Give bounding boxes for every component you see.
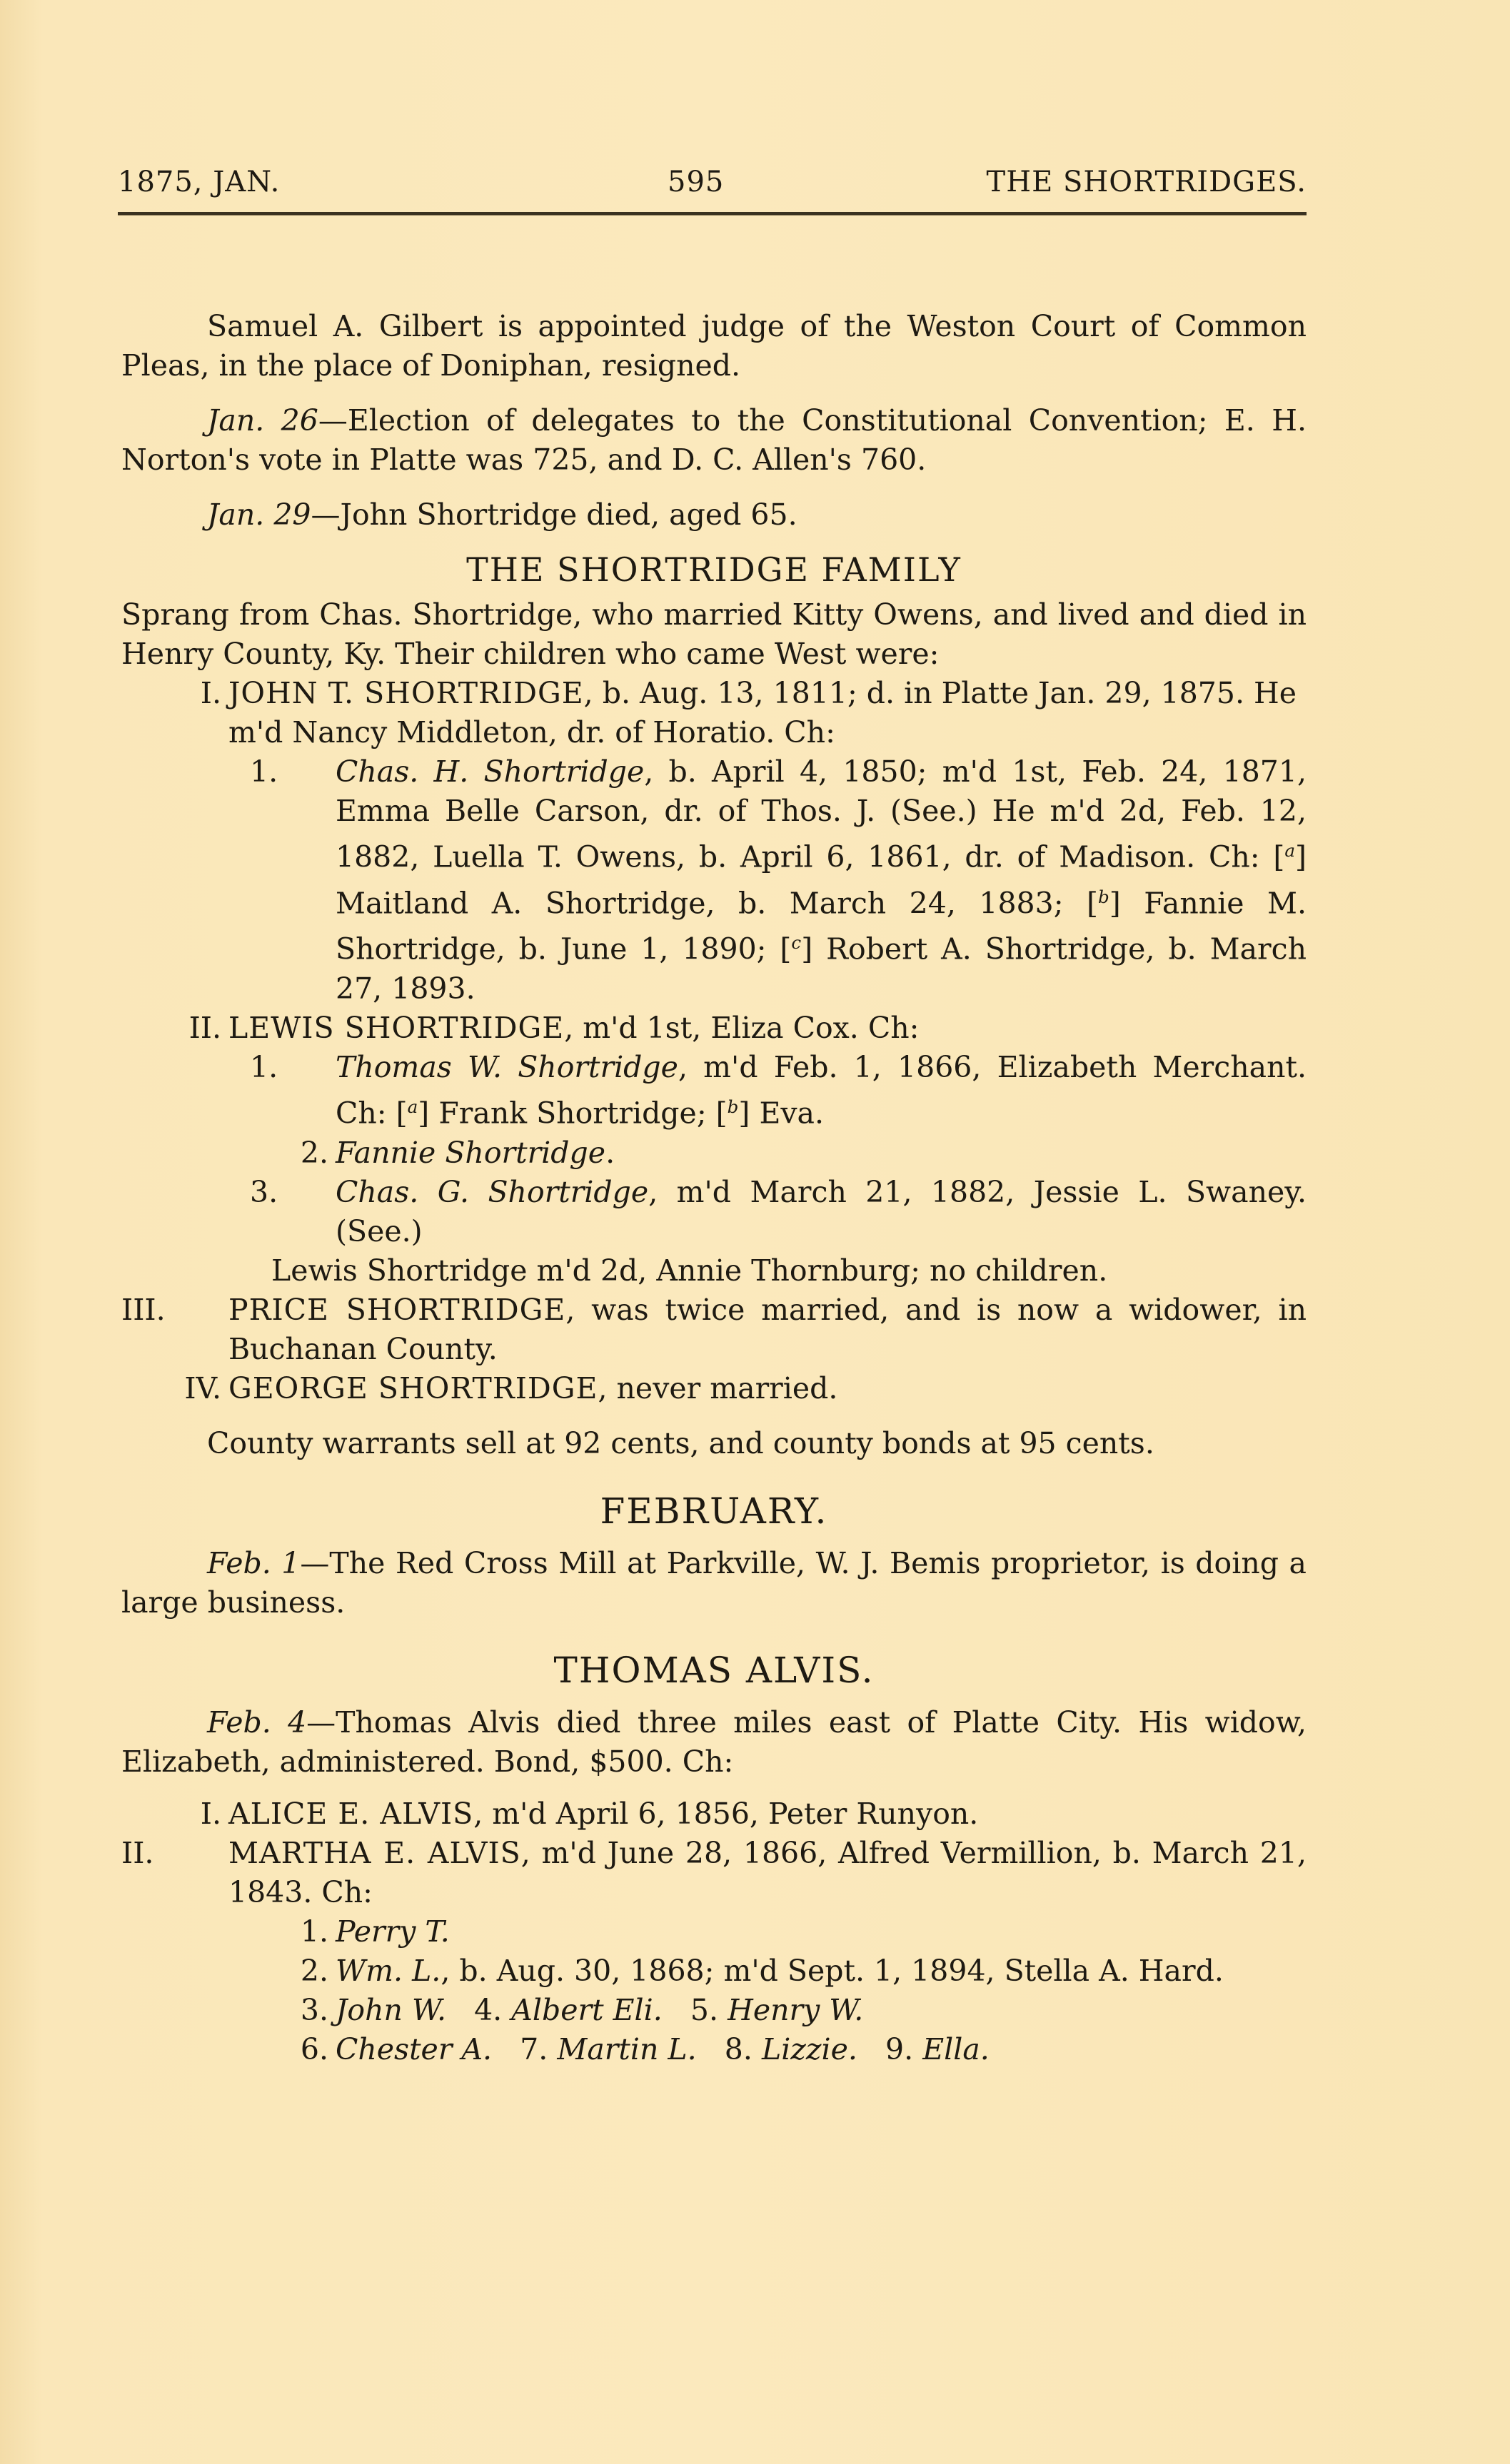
- heading-february: FEBRUARY.: [600, 1490, 828, 1532]
- grandchild-num: 3.: [250, 1174, 278, 1209]
- alvis-grandchildren-row-2: [121, 2030, 1307, 2069]
- grandchild-entry-thomas-w: [121, 1048, 1307, 1133]
- footnote-b: b: [727, 1096, 739, 1117]
- alvis-grandchildren-row-1: [121, 1991, 1307, 2030]
- family-entry-john: [121, 674, 1307, 752]
- grandchild-num: 4.: [474, 1992, 503, 2027]
- entry-name: PRICE SHORTRIDGE: [228, 1292, 566, 1327]
- family-entry-lewis: [121, 1009, 1307, 1048]
- date-jan-26: Jan. 26: [207, 403, 318, 438]
- paragraph-jan-26: [121, 401, 1307, 480]
- paragraph-feb-4: [121, 1703, 1307, 1782]
- entry-name: MARTHA E. ALVIS: [228, 1835, 521, 1870]
- entry-name: ALICE E. ALVIS: [228, 1796, 474, 1831]
- grandchild-text: ] Frank Shortridge; [: [418, 1096, 728, 1131]
- alvis-entry-alice: [121, 1794, 1307, 1834]
- footnote-a: a: [407, 1096, 418, 1117]
- alvis-entry-martha: [121, 1834, 1307, 1912]
- heading-thomas-alvis: THOMAS ALVIS.: [553, 1649, 875, 1691]
- entry-text: , never married.: [598, 1370, 838, 1405]
- grandchild-entry-chas-h: [121, 752, 1307, 1009]
- entry-text: , was twice married, and is now a widower, in Buchanan County.: [228, 1292, 1307, 1366]
- grandchild-name: Thomas W. Shortridge: [336, 1049, 678, 1084]
- grandchild-name: Fannie Shortridge: [336, 1135, 606, 1170]
- grandchild-num: 1.: [250, 754, 278, 789]
- entry-numeral: II.: [121, 1835, 154, 1870]
- grandchild-num: 7.: [520, 2031, 548, 2066]
- family-entry-price: [121, 1291, 1307, 1369]
- grandchild-text: ] Maitland A. Shortridge, b. March 24, 1883; [: [336, 839, 1307, 921]
- jan-29-text: —John Shortridge died, aged 65.: [311, 498, 797, 532]
- page-body: [121, 307, 1307, 2069]
- grandchild-num: 5.: [690, 1992, 719, 2027]
- grandchild-text: , b. Aug. 30, 1868; m'd Sept. 1, 1894, Stella A. Hard.: [441, 1953, 1224, 1988]
- entry-name: LEWIS SHORTRIDGE: [228, 1010, 565, 1045]
- entry-name: GEORGE SHORTRIDGE: [228, 1370, 598, 1405]
- grandchild-name: Lizzie.: [761, 2031, 857, 2066]
- grandchild-num: 1.: [250, 1049, 278, 1084]
- grandchild-entry-fannie: [121, 1133, 1307, 1173]
- paragraph-gilbert: Samuel A. Gilbert is appointed judge of the Weston Court of Common Pleas, in the place of Doniphan, resigned.: [121, 309, 1307, 383]
- grandchild-name: Chas. G. Shortridge: [336, 1174, 649, 1209]
- grandchild-name: Chester A.: [336, 2031, 493, 2066]
- grandchild-num: 1.: [300, 1914, 328, 1949]
- paragraph-county-warrants: County warrants sell at 92 cents, and county bonds at 95 cents.: [207, 1425, 1154, 1460]
- date-feb-4: Feb. 4: [207, 1705, 307, 1740]
- alvis-grandchild-wm: [121, 1951, 1307, 1991]
- jan-26-text: —Election of delegates to the Constitutional Convention; E. H. Norton's vote in Platte was 725, and D. C. Allen's 760.: [121, 403, 1307, 477]
- date-jan-29: Jan. 29: [207, 498, 311, 532]
- grandchild-name: Martin L.: [557, 2031, 697, 2066]
- date-feb-1: Feb. 1: [207, 1545, 301, 1580]
- grandchild-num: 3.: [300, 1992, 328, 2027]
- grandchild-num: 6.: [300, 2031, 328, 2066]
- entry-text: , m'd April 6, 1856, Peter Runyon.: [473, 1796, 979, 1831]
- entry-numeral: I.: [200, 676, 221, 710]
- running-head-date: 1875, JAN.: [118, 166, 281, 198]
- grandchild-num: 8.: [724, 2031, 753, 2066]
- grandchild-text: .: [605, 1135, 615, 1170]
- entry-numeral: IV.: [184, 1370, 221, 1405]
- entry-text: , m'd June 28, 1866, Alfred Vermillion, b. March 21, 1843. Ch:: [228, 1835, 1307, 1909]
- running-head: [118, 166, 1307, 201]
- paragraph-jan-29: [121, 495, 1307, 535]
- paragraph-feb-1: [121, 1544, 1307, 1622]
- grandchild-name: Wm. L.: [336, 1953, 441, 1988]
- lewis-second-marriage-note: Lewis Shortridge m'd 2d, Annie Thornburg; no children.: [271, 1253, 1108, 1288]
- family-entry-george: [121, 1369, 1307, 1408]
- entry-numeral: I.: [200, 1796, 221, 1831]
- grandchild-name: Chas. H. Shortridge: [336, 754, 645, 789]
- grandchild-text: , m'd March 21, 1882, Jessie L. Swaney. (See.): [336, 1174, 1307, 1248]
- grandchild-text: ] Eva.: [738, 1096, 825, 1131]
- feb-4-text: —Thomas Alvis died three miles east of Platte City. His widow, Elizabeth, administered. Bond, $500. Ch:: [121, 1705, 1307, 1779]
- grandchild-name: Henry W.: [728, 1992, 864, 2027]
- grandchild-text: , b. April 4, 1850; m'd 1st, Feb. 24, 1871, Emma Belle Carson, dr. of Thos. J. (See.) He m'd 2d, Feb. 12, 1882, Luella T. Owens, b. April 6, 1861, dr. of Madison. Ch: [: [336, 754, 1307, 874]
- entry-numeral: II.: [188, 1010, 221, 1045]
- entry-name: JOHN T. SHORTRIDGE: [228, 676, 584, 710]
- grandchild-text: , m'd Feb. 1, 1866, Elizabeth Merchant. Ch: [: [336, 1049, 1307, 1131]
- footnote-b: b: [1097, 886, 1109, 907]
- grandchild-name: Albert Eli.: [511, 1992, 663, 2027]
- grandchild-name: Perry T.: [336, 1914, 450, 1949]
- entry-numeral: III.: [121, 1292, 166, 1327]
- grandchild-num: 2.: [300, 1953, 328, 1988]
- footnote-a: a: [1284, 840, 1295, 861]
- entry-text: , b. Aug. 13, 1811; d. in Platte Jan. 29, 1875. He m'd Nancy Middleton, dr. of Horatio. Ch:: [228, 676, 1297, 749]
- running-head-title: THE SHORTRIDGES.: [986, 166, 1307, 198]
- grandchild-num: 2.: [300, 1135, 328, 1170]
- grandchild-entry-chas-g: [121, 1173, 1307, 1251]
- entry-text: , m'd 1st, Eliza Cox. Ch:: [564, 1010, 920, 1045]
- footnote-c: c: [791, 932, 802, 954]
- grandchild-name: John W.: [336, 1992, 446, 2027]
- grandchild-text: ] Robert A. Shortridge, b. March 27, 1893.: [336, 931, 1307, 1006]
- grandchild-text: ] Fannie M. Shortridge, b. June 1, 1890; [: [336, 886, 1307, 966]
- grandchild-name: Ella.: [922, 2031, 990, 2066]
- shortridge-intro: Sprang from Chas. Shortridge, who married Kitty Owens, and lived and died in Henry County, Ky. Their children who came West were:: [121, 597, 1307, 671]
- feb-1-text: —The Red Cross Mill at Parkville, W. J. Bemis proprietor, is doing a large business.: [121, 1545, 1307, 1620]
- grandchild-num: 9.: [885, 2031, 914, 2066]
- heading-shortridge-family: THE SHORTRIDGE FAMILY: [466, 550, 962, 589]
- alvis-grandchild-perry: [121, 1912, 1307, 1951]
- page-number: 595: [668, 166, 725, 198]
- header-rule: [118, 212, 1307, 216]
